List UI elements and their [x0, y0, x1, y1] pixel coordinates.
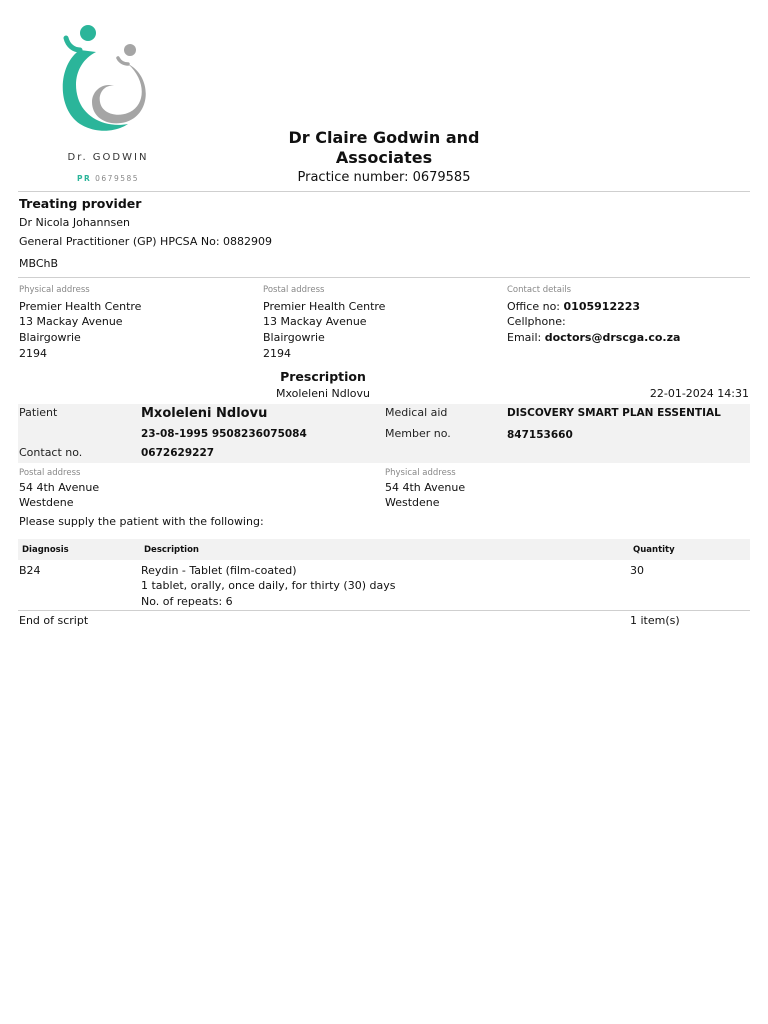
practice-number: Practice number: 0679585: [297, 170, 471, 185]
office-value: 0105912223: [563, 300, 641, 313]
logo-pr-number: [56, 174, 160, 183]
prescription-patient-name: Mxoleleni Ndlovu: [275, 387, 371, 400]
item-count: 1 item(s): [630, 614, 680, 627]
physical-address-line: 2194: [19, 347, 47, 360]
treating-provider-heading: Treating provider: [19, 196, 142, 211]
prescription-datetime: 22-01-2024 14:31: [649, 387, 749, 400]
patient-physical-label: Physical address: [385, 468, 456, 478]
contact-number-value: 0672629227: [141, 447, 215, 459]
physical-address-line: Premier Health Centre: [19, 300, 142, 313]
header-quantity: Quantity: [633, 545, 675, 555]
patient-physical-line: Westdene: [385, 496, 440, 509]
patient-postal-line: Westdene: [19, 496, 74, 509]
member-number-label: Member no.: [385, 427, 451, 440]
logo-pr-value: 0679585: [95, 174, 140, 183]
practice-name-line2: Associates: [335, 148, 433, 167]
header-description: Description: [144, 545, 199, 555]
postal-address-line: 2194: [263, 347, 291, 360]
row-diagnosis: B24: [19, 564, 41, 577]
postal-address-line: Blairgowrie: [263, 331, 325, 344]
provider-role: General Practitioner (GP) HPCSA No: 0882909: [19, 235, 273, 248]
member-number-value: 847153660: [507, 429, 573, 441]
logo-pr-label: PR: [76, 174, 92, 183]
physical-address-line: 13 Mackay Avenue: [19, 315, 123, 328]
email-label: Email:: [507, 331, 542, 344]
provider-name: Dr Nicola Johannsen: [19, 216, 130, 229]
row-description-line: Reydin - Tablet (film-coated): [141, 564, 297, 577]
divider: [18, 277, 750, 278]
contact-number-label: Contact no.: [19, 446, 83, 459]
logo-figures-icon: [56, 20, 160, 150]
email-value[interactable]: doctors@drscga.co.za: [544, 331, 681, 344]
physical-address-line: Blairgowrie: [19, 331, 81, 344]
end-of-script: End of script: [19, 614, 89, 627]
header-diagnosis: Diagnosis: [22, 545, 69, 555]
office-number: [507, 299, 640, 315]
postal-address-label: Postal address: [263, 285, 325, 295]
office-label: Office no:: [507, 300, 561, 313]
patient-postal-label: Postal address: [19, 468, 81, 478]
practice-header: [250, 128, 518, 186]
patient-postal-line: 54 4th Avenue: [19, 481, 100, 494]
row-quantity: 30: [630, 564, 644, 577]
divider: [18, 610, 750, 611]
prescription-heading: Prescription: [280, 369, 366, 384]
divider: [18, 191, 750, 192]
patient-physical-line: 54 4th Avenue: [385, 481, 466, 494]
postal-address-line: 13 Mackay Avenue: [263, 315, 367, 328]
medical-aid-label: Medical aid: [385, 406, 448, 419]
practice-name-line1: Dr Claire Godwin and: [288, 128, 480, 147]
postal-address-line: Premier Health Centre: [263, 300, 386, 313]
medical-aid-value: DISCOVERY SMART PLAN ESSENTIAL: [507, 407, 721, 419]
provider-qualification: MBChB: [19, 257, 59, 270]
patient-label: Patient: [19, 406, 58, 419]
contact-details-label: Contact details: [507, 285, 572, 295]
practice-logo: [56, 20, 160, 190]
email: [507, 330, 680, 346]
table-header: [18, 539, 750, 560]
row-description-line: 1 tablet, orally, once daily, for thirty (30) days: [141, 579, 396, 592]
cellphone-label: Cellphone:: [507, 315, 566, 328]
patient-name: Mxoleleni Ndlovu: [141, 406, 268, 421]
logo-name: Dr. GODWIN: [67, 152, 149, 163]
physical-address-label: Physical address: [19, 285, 90, 295]
row-description-line: No. of repeats: 6: [141, 595, 233, 608]
patient-dob-id: 23-08-1995 9508236075084: [141, 428, 307, 440]
supply-instruction: Please supply the patient with the following:: [19, 515, 264, 528]
